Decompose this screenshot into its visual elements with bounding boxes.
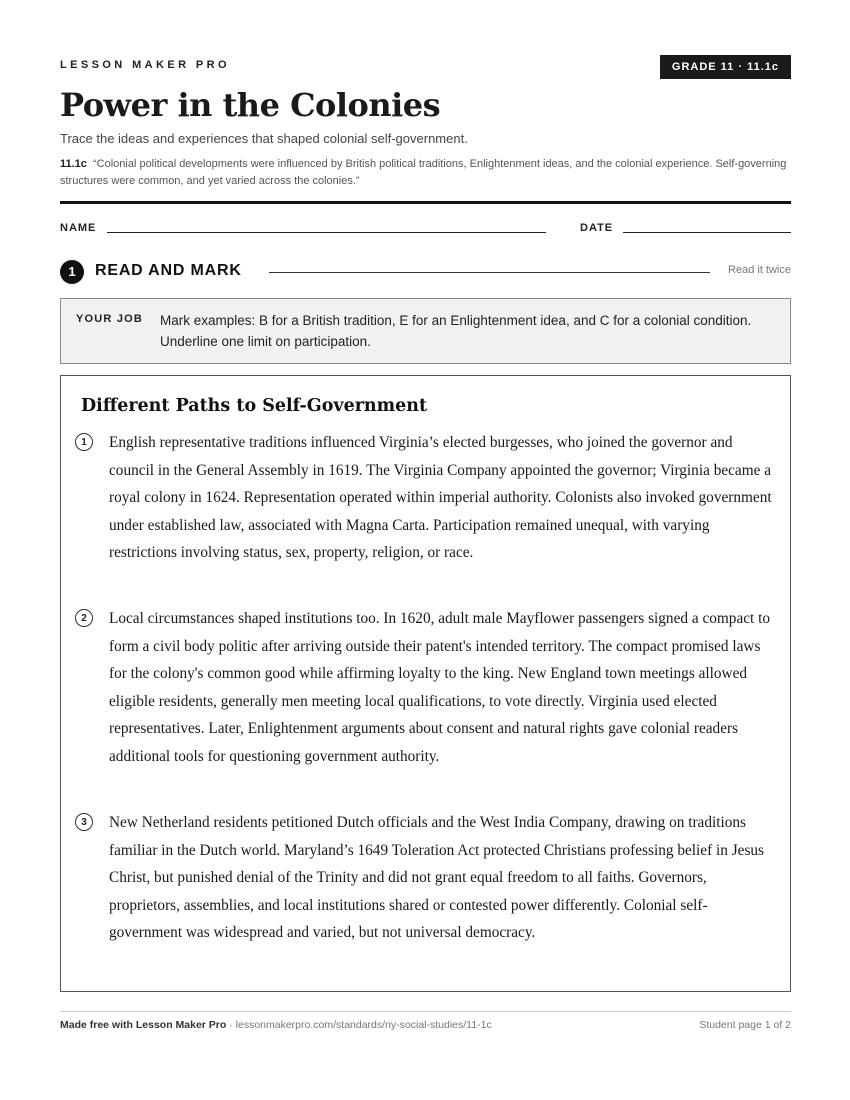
reading-passage-box [60,375,791,992]
footer-divider [60,1011,791,1012]
paragraph-number-badge: 2 [75,609,93,627]
footer [60,1019,791,1031]
date-field[interactable] [623,232,791,233]
section-rule [269,272,710,273]
page-number: Student page 1 of 2 [699,1019,791,1031]
name-label: NAME [60,222,97,234]
date-label: DATE [580,222,614,234]
standard-statement [60,156,791,190]
footer-separator: · [226,1019,236,1031]
paragraph-text: Local circumstances shaped institutions too. In 1620, adult male Mayflower passengers signed a compact to form a civil body politic after arriving outside their patent's intended territory. The compact promised laws for the colony's common good while affirming loyalty to the king. New England town meetings allowed eligible residents, generally men meeting local qualifications, to vote directly. Virginia used elected representatives. Later, Enlightenment arguments about consent and natural rights gave colonial readers additional tools for questioning government authority. [109,610,770,765]
brand-name: LESSON MAKER PRO [60,59,230,71]
section-title: READ AND MARK [95,262,242,279]
job-label: YOUR JOB [76,313,144,325]
name-field[interactable] [107,232,546,233]
job-text: Mark examples: B for a British tradition, E for an Enlightenment idea, and C for a colonial condition. Underline one limit on participation. [160,313,752,349]
paragraph-text: New Netherland residents petitioned Dutch officials and the West India Company, drawing on traditions familiar in the Dutch world. Maryland’s 1649 Toleration Act protected Christians professing belief in Jesus Christ, but punished denial of the Trinity and did not grant equal freedom to all faiths. Governors, proprietors, assemblies, and local institutions shared or contested power differently. Colonial self-government was widespread and varied, but not universal democracy. [109,814,765,942]
standard-code: 11.1c [60,158,87,170]
header-divider [60,201,791,204]
job-instructions-box [60,298,791,364]
page-subtitle: Trace the ideas and experiences that shaped colonial self-government. [60,131,468,146]
page-title: Power in the Colonies [60,86,441,124]
paragraph-text: English representative traditions influenced Virginia’s elected burgesses, who joined the governor and council in the General Assembly in 1619. The Virginia Company appointed the governor; Virginia became a royal colony in 1624. Representation operated within imperial authority. Colonists also invoked government under established law, associated with Magna Carta. Participation remained unequal, with varying restrictions involving status, sex, property, religion, or race. [109,434,772,562]
step-number-badge: 1 [60,260,84,284]
student-info-row [60,222,791,238]
standard-text: “Colonial political developments were influenced by British political traditions, Enlightenment ideas, and the colonial experience. Self-governing structures were common, and yet varied across the colonies.” [60,158,787,187]
footer-url[interactable]: lessonmakerpro.com/standards/ny-social-studies/11-1c [235,1019,492,1031]
reading-title: Different Paths to Self-Government [81,396,428,416]
paragraph-number-badge: 1 [75,433,93,451]
top-bar [60,55,791,79]
grade-badge: GRADE 11 · 11.1c [660,55,791,79]
section-note: Read it twice [728,264,791,276]
section-header [60,260,791,284]
footer-credit: Made free with Lesson Maker Pro [60,1019,227,1031]
paragraph-number-badge: 3 [75,813,93,831]
